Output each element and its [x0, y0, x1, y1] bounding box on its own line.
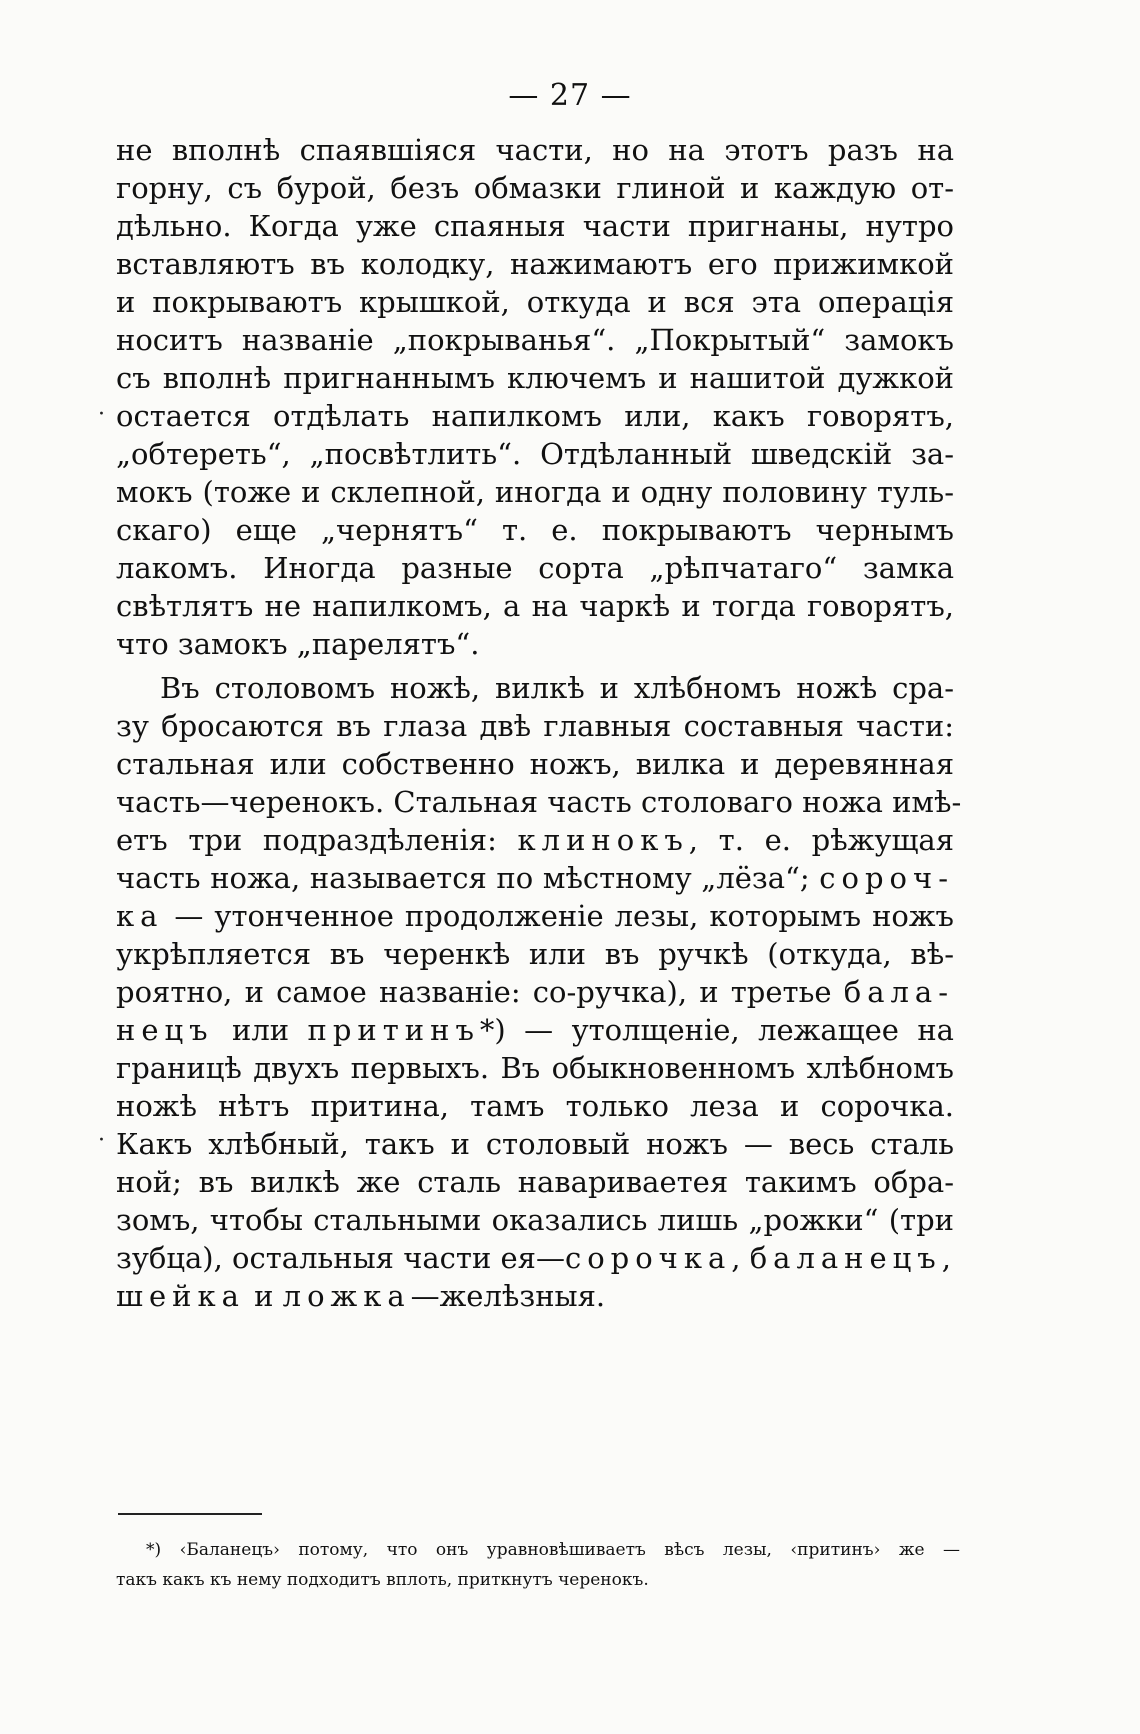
text-line: съ вполнѣ пригнаннымъ ключемъ и нашитой дужкой — [116, 361, 954, 395]
text-run: *) — утолщеніе, лежащее на — [479, 1013, 954, 1047]
text-line — [116, 820, 954, 860]
text-line: стальная или собственно ножъ, вилка и деревянная — [116, 747, 954, 781]
text-line — [116, 1276, 954, 1316]
text-run: —желѣзныя. — [410, 1279, 606, 1313]
footnote-line: такъ какъ къ нему подходитъ вплоть, приткнутъ черенокъ. — [116, 1570, 649, 1590]
footnote-line: *) ‹Баланецъ› потому, что онъ уравновѣшиваетъ вѣсъ лезы, ‹притинъ› же — — [146, 1540, 960, 1560]
text-line: часть—черенокъ. Стальная часть столоваго ножа имѣ- — [116, 785, 962, 819]
text-line: ной; въ вилкѣ же сталь навариваетея такимъ обра- — [116, 1165, 954, 1199]
spaced-term: бала- — [843, 975, 954, 1009]
text-line: остается отдѣлать напилкомъ или, какъ говорятъ, — [116, 399, 954, 433]
text-line: границѣ двухъ первыхъ. Въ обыкновенномъ хлѣбномъ — [116, 1051, 954, 1085]
text-run: етъ три подраздѣленія: — [116, 823, 518, 857]
margin-dot-mark: · — [98, 402, 105, 427]
text-line: и покрываютъ крышкой, откуда и вся эта операція — [116, 285, 954, 319]
text-line: носитъ названіе „покрыванья“. „Покрытый“ замокъ — [116, 323, 954, 357]
text-line: мокъ (тоже и склепной, иногда и одну половину туль- — [116, 475, 954, 509]
text-line: укрѣпляется въ черенкѣ или въ ручкѣ (откуда, вѣ- — [116, 937, 954, 971]
text-line: дѣльно. Когда уже спаяныя части пригнаны, нутро — [116, 209, 954, 243]
text-line: ножѣ нѣтъ притина, тамъ только леза и сорочка. — [116, 1089, 954, 1123]
text-run: и — [244, 1279, 283, 1313]
text-line — [116, 858, 954, 898]
text-line — [116, 1010, 954, 1050]
spaced-term: ложка — [282, 1279, 411, 1313]
spaced-term: баланецъ, — [749, 1241, 957, 1275]
text-line — [116, 896, 954, 936]
text-run: зубца), остальныя части ея— — [116, 1241, 565, 1275]
text-line: Какъ хлѣбный, такъ и столовый ножъ — весь сталь — [116, 1127, 954, 1161]
text-run: , — [731, 1241, 750, 1275]
text-line — [116, 972, 954, 1012]
text-run: часть ножа, называется по мѣстному „лёза“; — [116, 861, 820, 895]
text-line: вставляютъ въ колодку, нажимаютъ его прижимкой — [116, 247, 954, 281]
text-line: не вполнѣ спаявшіяся части, но на этотъ разъ на — [116, 133, 954, 167]
text-line: зомъ, чтобы стальными оказались лишь „рожки“ (три — [116, 1203, 954, 1237]
spaced-term: клинокъ — [517, 823, 689, 857]
spaced-term: шейка — [116, 1279, 245, 1313]
spaced-term: ка — [116, 899, 164, 933]
text-run: роятно, и самое названіе: со-ручка), и третье — [116, 975, 844, 1009]
text-line — [116, 1238, 957, 1278]
spaced-term: нецъ — [116, 1013, 214, 1047]
text-line: скаго) еще „чернятъ“ т. е. покрываютъ чернымъ — [116, 513, 954, 547]
text-line: „обтереть“, „посвѣтлить“. Отдѣланный шведскій за- — [116, 437, 954, 471]
margin-dot-mark: · — [98, 1128, 105, 1153]
text-line: горну, съ бурой, безъ обмазки глиной и каждую от- — [116, 171, 954, 205]
spaced-term: сороч- — [819, 861, 954, 895]
text-run: — утонченное продолженіе лезы, которымъ ножъ — [163, 899, 954, 933]
text-line: свѣтлятъ не напилкомъ, а на чаркѣ и тогда говорятъ, — [116, 589, 954, 623]
page-number: — 27 — — [508, 78, 632, 113]
text-line: что замокъ „парелятъ“. — [116, 627, 480, 661]
footnote-rule — [118, 1513, 262, 1515]
text-line: лакомъ. Иногда разные сорта „рѣпчатаго“ замка — [116, 551, 954, 585]
text-line: Въ столовомъ ножѣ, вилкѣ и хлѣбномъ ножѣ сра- — [160, 671, 954, 705]
text-run: , т. е. рѣжущая — [688, 823, 954, 857]
spaced-term: сорочка — [564, 1241, 732, 1275]
text-line: зу бросаются въ глаза двѣ главныя составныя части: — [116, 709, 954, 743]
spaced-term: притинъ — [307, 1013, 480, 1047]
text-run: или — [213, 1013, 308, 1047]
